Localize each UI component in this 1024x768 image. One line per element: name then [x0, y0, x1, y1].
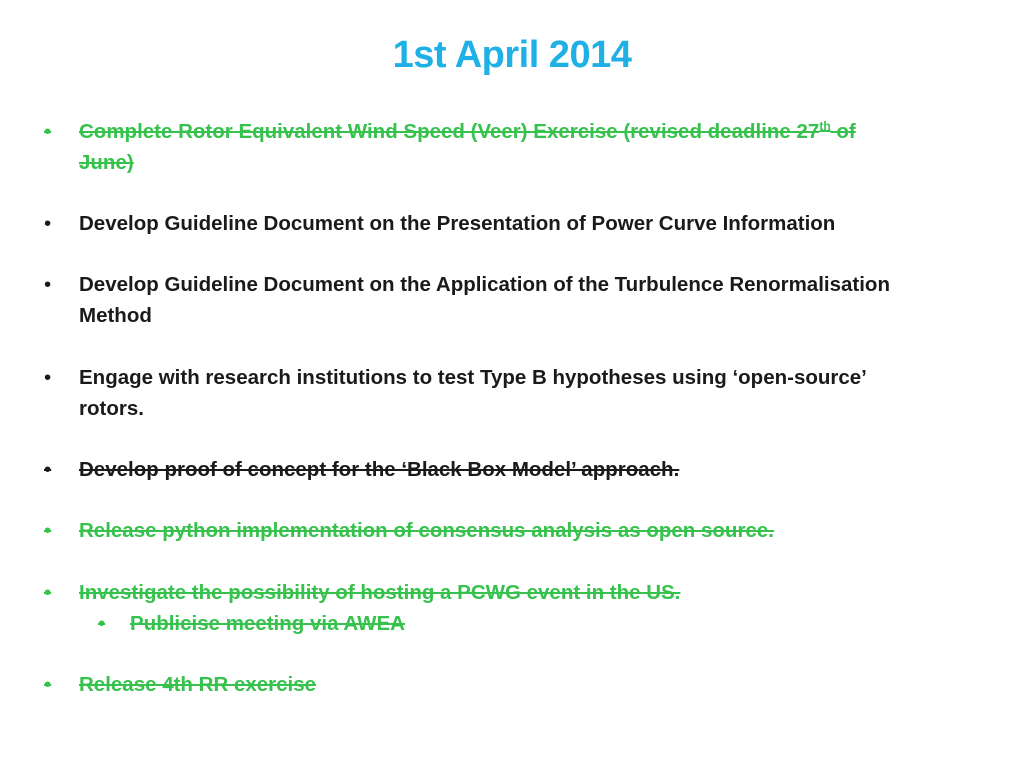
bullet-icon: •: [44, 366, 52, 389]
list-item-text: Investigate the possibility of hosting a PCWG event in the US.: [79, 581, 681, 604]
bullet-icon: •: [44, 581, 52, 604]
bullet-icon: •: [44, 458, 52, 481]
list-item-text: Develop Guideline Document on the Presentation of Power Curve Information: [79, 212, 836, 235]
bullet-icon: •: [98, 612, 106, 635]
list-item-text: Complete Rotor Equivalent Wind Speed (Veer) Exercise (revised deadline 27th of June): [79, 119, 856, 174]
list-item-text: Publicise meeting via AWEA: [130, 612, 405, 635]
slide-title: 1st April 2014: [392, 34, 632, 76]
bullet-icon: •: [44, 273, 52, 296]
list-item-text: Release 4th RR exercise: [79, 673, 317, 696]
bullet-icon: •: [44, 212, 52, 235]
bullet-icon: •: [44, 120, 52, 143]
list-item-text: Develop proof of concept for the ‘Black Box Model’ approach.: [79, 458, 680, 481]
list-item-text: Develop Guideline Document on the Application of the Turbulence Renormalisation Method: [79, 273, 890, 327]
list-item-text: Engage with research institutions to test Type B hypotheses using ‘open-source’ rotors.: [79, 366, 867, 420]
list-item-text: Release python implementation of consensus analysis as open source.: [79, 519, 774, 542]
bullet-icon: •: [44, 519, 52, 542]
bullet-icon: •: [44, 673, 52, 696]
